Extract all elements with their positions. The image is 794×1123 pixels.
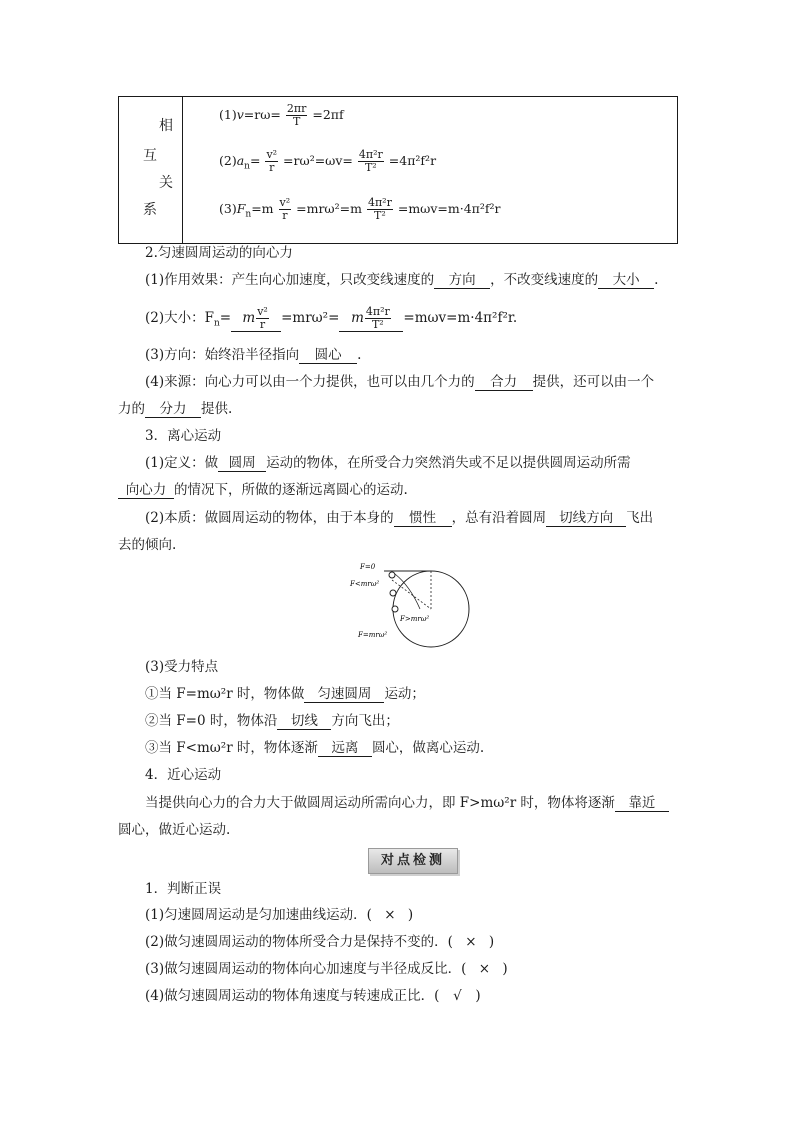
s4-paragraph-1: 当提供向心力的合力大于做圆周运动所需向心力，即 F>mω²r 时，物体将逐渐 靠近 [145,793,669,813]
formula-2: $(2)a_n=$ $\frac{\text{v²}}{r}$ =rω²=ωv= $\frac{\text{4π²r}}{\text{T²}}$ =4π²f²r [219,148,437,174]
s3-paragraph-3: (3)受力特点 [145,659,219,675]
s2-paragraph-3: (3)方向：始终沿半径指向 圆心 . [145,347,362,363]
side-char-4: 系 [143,202,157,218]
fraction: $\frac{\text{4π²r}}{\text{T²}}$ [367,196,392,222]
side-char-3: 关 [159,175,173,191]
section-4-heading: 4．近心运动 [145,767,222,783]
dashed-line [392,580,431,609]
figure-label-1: F=0 [360,563,376,571]
check-item-1: (1)匀速圆周运动是匀加速曲线运动．( × ) [145,907,414,923]
fraction: $\frac{2\pi r}{T}$ [286,102,307,128]
centrifugal-motion-figure [340,558,480,654]
formula-3: $(3)F_n=m$ $\frac{\text{v²}}{r}$ =mrω²=m $\frac{\text{4π²r}}{\text{T²}}$ =mωv=m·4π²f²r [219,196,501,222]
fraction: $\frac{\text{4π²r}}{\text{T²}}$ [365,305,390,331]
answer-mark: × [384,907,396,923]
figure-label-3: F>mrω² [400,615,430,623]
s2-paragraph-4-line-2: 力的 分力 提供. [118,401,233,417]
blank-answer: 方向 [434,272,490,289]
blank-answer: 匀速圆周 [304,686,384,703]
blank-answer: 分力 [145,401,201,418]
blank-answer: 合力 [475,374,533,391]
s2-paragraph-2: (2)大小：$F_n= m$ $\frac{\text{v²}}{r}$ =mrω²= m $\frac{\text{4π²r}}{\text{T²}}$ =mωv=m·4π²f²r. [145,305,518,331]
formula-1: (1)v=rω= $\frac{2\pi r}{T}$ =2πf [219,102,344,128]
object-ball [392,606,398,612]
object-ball [389,572,395,578]
relationship-box [118,96,678,244]
answer-mark: × [465,934,477,950]
check-item-2: (2)做匀速圆周运动的物体所受合力是保持不变的．( × ) [145,934,495,950]
s3-paragraph-1-line-2: 向心力 的情况下，所做的逐渐远离圆心的运动. [118,480,408,500]
answer-mark: × [478,961,491,977]
blank-answer: 惯性 [394,510,452,527]
s2-paragraph-4: (4)来源：向心力可以由一个力提供，也可以由几个力的 合力 提供，还可以由一个 [145,374,655,390]
side-char-2: 互 [143,148,157,164]
blank-answer: 大小 [598,272,654,289]
answer-mark: √ [453,988,462,1004]
fraction: $\frac{\text{v²}}{r}$ [279,196,291,222]
side-char-1: 相 [159,118,173,134]
blank-answer: 圆心 [299,347,357,364]
s3-paragraph-1: (1)定义：做 圆周 运动的物体，在所受合力突然消失或不足以提供圆周运动所需 [145,455,631,471]
blank-answer: 切线方向 [546,510,626,527]
section-badge: 对点检测 [368,848,458,874]
fraction: $\frac{\text{v²}}{r}$ [266,148,278,174]
blank-answer: 远离 [318,740,372,757]
section-3-heading: 3．离心运动 [145,428,222,444]
check-item-3: (3)做匀速圆周运动的物体向心加速度与半径成反比．( × ) [145,961,508,977]
s2-paragraph-1: (1)作用效果：产生向心加速度，只改变线速度的 方向 ，不改变线速度的 大小 . [145,272,659,288]
fraction: $\frac{\text{v²}}{r}$ [257,305,268,331]
blank-answer: 切线 [277,713,331,730]
s3-paragraph-2-line-2: 去的倾向. [118,537,177,553]
figure-label-2: F<mrω² [350,580,380,588]
fraction: $\frac{\text{4π²r}}{\text{T²}}$ [358,148,383,174]
object-ball [390,590,396,596]
s3-case-2: ②当 F=0 时，物体沿 切线 方向飞出； [145,713,399,729]
s4-paragraph-2: 圆心，做近心运动. [118,822,231,838]
figure-label-4: F=mrω² [358,631,388,639]
blank-answer: 向心力 [118,482,174,499]
blank-answer: m $\frac{\text{4π²r}}{\text{T²}}$ [339,306,403,332]
s3-case-1: ①当 F=mω²r 时，物体做 匀速圆周 运动； [145,686,425,702]
blank-answer: m $\frac{\text{v²}}{r}$ [231,306,281,332]
s3-case-3: ③当 F<mω²r 时，物体逐渐 远离 圆心，做离心运动. [145,740,485,756]
check-heading: 1．判断正误 [145,881,222,897]
s3-paragraph-2: (2)本质：做圆周运动的物体，由于本身的 惯性 ，总有沿着圆周 切线方向 飞出 [145,510,654,526]
section-2-heading: 2.匀速圆周运动的向心力 [145,245,293,261]
blank-answer: 圆周 [218,455,266,472]
check-item-4: (4)做匀速圆周运动的物体角速度与转速成正比．( √ ) [145,988,481,1004]
box-divider [182,97,183,243]
blank-answer: 靠近 [615,795,669,812]
